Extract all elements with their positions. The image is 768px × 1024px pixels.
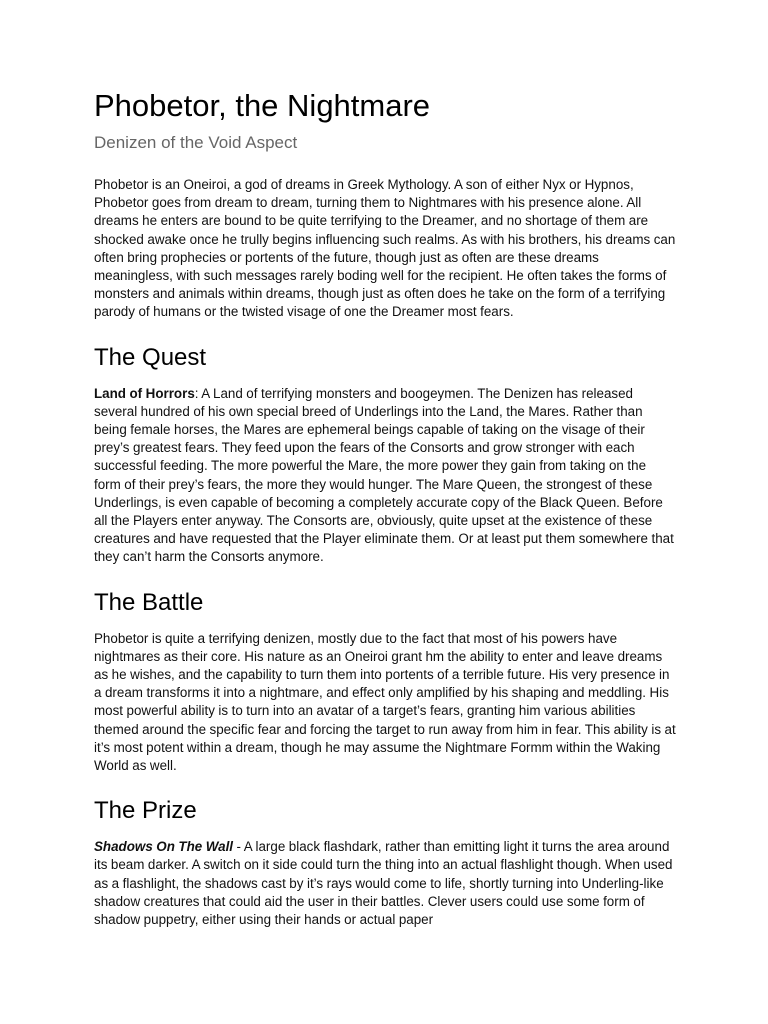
prize-lead-term: Shadows On The Wall [94,839,234,855]
page-title: Phobetor, the Nightmare [94,88,431,123]
page-subtitle: Denizen of the Void Aspect [94,133,298,152]
prize-heading: The Prize [94,797,197,825]
battle-paragraph: Phobetor is quite a terrifying denizen, mostly due to the fact that most of his powers have nightmares as their core. His nature as an Oneiroi grant hm the ability to enter and leave dreams as he wishes, and the capability to turn them into portents of a terrible future. His very presence in a dream transforms it into a nightmare, and effect only amplified by his shaping and meddling. His most powerful ability is to turn into an avatar of a target’s fears, granting him various abilities themed around the specific fear and forcing the target to run away from him in fear. This ability is at it’s most potent within a dream, though he may assume the Nightmare Formm within the Waking World as well. [94,630,676,774]
intro-paragraph: Phobetor is an Oneiroi, a god of dreams in Greek Mythology. A son of either Nyx or Hypnos, Phobetor goes from dream to dream, turning them to Nightmares with his presence alone. All dreams he enters are bound to be quite terrifying to the Dreamer, and no shortage of them are shocked awake once he trully begins influencing such realms. As with his brothers, his dreams can often bring prophecies or portents of the future, though just as often are these dreams meaningless, with such messages rarely boding well for the recipient. He often takes the forms of monsters and animals within dreams, though just as often does he take on the form of a terrifying parody of humans or the twisted visage of one the Dreamer most fears. [94,177,676,320]
prize-paragraph [94,838,676,929]
quest-paragraph [94,385,676,567]
document-page [94,84,676,929]
quest-heading: The Quest [94,343,207,371]
prize-body-text: - A large black flashdark, rather than emitting light it turns the area around its beam darker. A switch on it side could turn the thing into an actual flashlight though. When used as a flashlight, the shadows cast by it’s rays would come to life, shortly turning into Underling-like shadow creatures that could aid the user in their battles. Clever users could use some form of shadow puppetry, either using their hands or actual paper [94,839,673,928]
quest-body-text: : A Land of terrifying monsters and boogeymen. The Denizen has released several hundred of his own special breed of Underlings into the Land, the Mares. Rather than being female horses, the Mares are ephemeral beings capable of taking on the visage of their prey’s greatest fears. They feed upon the fears of the Consorts and grow stronger with each successful feeding. The more powerful the Mare, the more power they gain from taking on the form of their prey’s fears, the more they would hunger. The Mare Queen, the strongest of these Underlings, is even capable of becoming a completely accurate copy of the Black Queen. Before all the Players enter anyway. The Consorts are, obviously, quite upset at the existence of these creatures and have requested that the Player eliminate them. Or at least put them somewhere that they can’t harm the Consorts anymore. [94,385,674,565]
battle-heading: The Battle [94,588,204,616]
quest-lead-term: Land of Horrors [94,385,195,401]
